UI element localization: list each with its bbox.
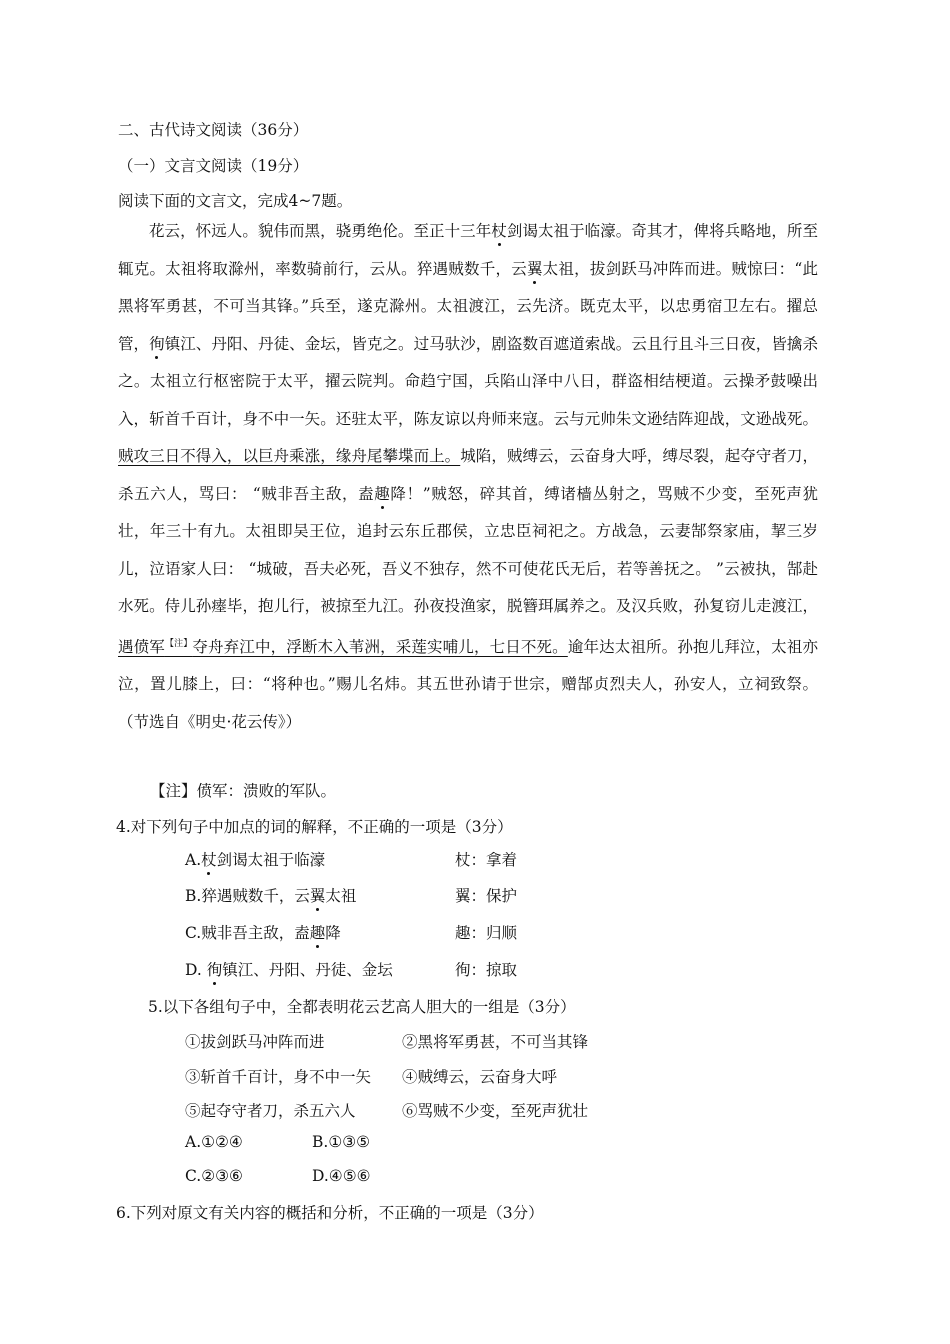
passage-text: 剑谒太祖于临濠。奇其才，俾将兵略地，所至辄克。太祖将取滁州，率数骑前行，云从。猝遇贼数千，云 bbox=[118, 222, 818, 278]
q4-option-c: C.贼非吾主敌，盍趣降 bbox=[185, 924, 341, 942]
question-6-stem: 6.下列对原文有关内容的概括和分析，不正确的一项是（3分） bbox=[116, 1204, 544, 1222]
passage-text: 镇江、丹阳、丹徒、金坛，皆克之。过马驮沙，剧盗数百遮道索战。云且行且斗三日夜，皆擒杀之。太祖立行枢密院于太平，擢云院判。命趋宁国，兵陷山泽中八日，群盗相结梗道。云操矛鼓噪出入，斩首千百计，身不中一矢。还驻太平，陈友谅以舟师来寇。云与元帅朱文逊结阵迎战，文逊战死。 bbox=[118, 334, 818, 428]
q5-item-6: ⑥骂贼不少变，至死声犹壮 bbox=[402, 1102, 589, 1120]
dotted-char: 徇 bbox=[149, 334, 165, 353]
q5-item-4: ④贼缚云，云奋身大呼 bbox=[402, 1068, 558, 1086]
q5-choice-c: C.②③⑥ bbox=[185, 1167, 243, 1185]
section-title: 二、古代诗文阅读（36分） bbox=[118, 121, 309, 139]
q5-choice-b: B.①③⑤ bbox=[312, 1133, 371, 1151]
q4-option-c-gloss: 趣：归顺 bbox=[455, 924, 518, 942]
dotted-char: 翼 bbox=[526, 259, 543, 278]
passage-text: 降！”贼怒，碎其首，缚诸樯丛射之，骂贼不少变，至死声犹壮，年三十有九。太祖即吴王位，追封云东丘郡侯，立忠臣祠祀之。方战急，云妻郜祭家庙，挈三岁儿，泣语家人曰： “城破，吾夫必死，吾义不独存，然不可使花氏无后，若等善抚之。 ”云被执，郜赴水死。侍儿孙瘗毕，抱儿行，被掠至九江。孙夜投渔家，脱簪珥属养之。及汉兵败，孙复窃儿走渡江， bbox=[118, 484, 818, 615]
passage-text: 城陷，贼缚云，云奋身大呼，缚尽裂，起夺守者刀，杀五六人，骂曰： “贼非吾主敌，盍 bbox=[118, 447, 818, 503]
passage-text: 太祖，拔剑跃马冲阵而进。贼惊曰：“此黑将军勇甚，不可当其锋。”兵至，遂克滁州。太祖渡江，云先济。既克太平，以忠勇宿卫左右。擢总管， bbox=[118, 259, 818, 353]
q4-option-a: A.杖剑谒太祖于临濠 bbox=[185, 851, 326, 869]
q4-option-a-gloss: 杖：拿着 bbox=[455, 851, 518, 869]
classical-passage bbox=[118, 213, 818, 741]
q4-option-b-gloss: 翼：保护 bbox=[455, 887, 518, 905]
passage-text: 花云，怀远人。貌伟而黑，骁勇绝伦。至正十三年 bbox=[149, 222, 492, 240]
q4-option-b: B.猝遇贼数千，云翼太祖 bbox=[185, 887, 357, 905]
footnote: 【注】偾军：溃败的军队。 bbox=[150, 782, 337, 800]
q4-option-d: D. 徇镇江、丹阳、丹徒、金坛 bbox=[185, 961, 393, 979]
underlined-sentence-1: 贼攻三日不得入，以巨舟乘涨，缘舟尾攀堞而上。 bbox=[118, 447, 461, 465]
dotted-char: 杖 bbox=[491, 222, 507, 240]
q4-option-d-gloss: 徇：掠取 bbox=[455, 961, 518, 979]
passage-text: 逾年达太祖所。孙抱儿拜泣，太祖亦泣，置儿膝上，曰：“将种也。”赐儿名炜。其五世孙请于世宗，赠郜贞烈夫人，孙安人，立祠致祭。 （节选自《明史·花云传》） bbox=[118, 637, 818, 731]
q5-item-3: ③斩首千百计，身不中一矢 bbox=[185, 1068, 372, 1086]
instruction: 阅读下面的文言文，完成4~7题。 bbox=[118, 192, 353, 210]
q5-item-1: ①拔剑跃马冲阵而进 bbox=[185, 1033, 325, 1051]
question-5-stem: 5.以下各组句子中，全都表明花云艺高人胆大的一组是（3分） bbox=[148, 998, 576, 1016]
q5-item-5: ⑤起夺守者刀，杀五六人 bbox=[185, 1102, 356, 1120]
q5-item-2: ②黑将军勇甚，不可当其锋 bbox=[402, 1033, 589, 1051]
note-marker: 【注】 bbox=[164, 638, 193, 649]
q5-choice-d: D.④⑤⑥ bbox=[312, 1167, 371, 1185]
dotted-char: 趣 bbox=[374, 484, 391, 503]
subsection-title: （一）文言文阅读（19分） bbox=[118, 157, 309, 175]
underlined-sentence-2: 遇偾军$^{【注】}$夺舟弃江中，浮断木入苇洲，采莲实哺儿，七日不死。 bbox=[118, 637, 568, 656]
q5-choice-a: A.①②④ bbox=[185, 1133, 243, 1151]
question-4-stem: 4.对下列句子中加点的词的解释，不正确的一项是（3分） bbox=[116, 818, 513, 836]
